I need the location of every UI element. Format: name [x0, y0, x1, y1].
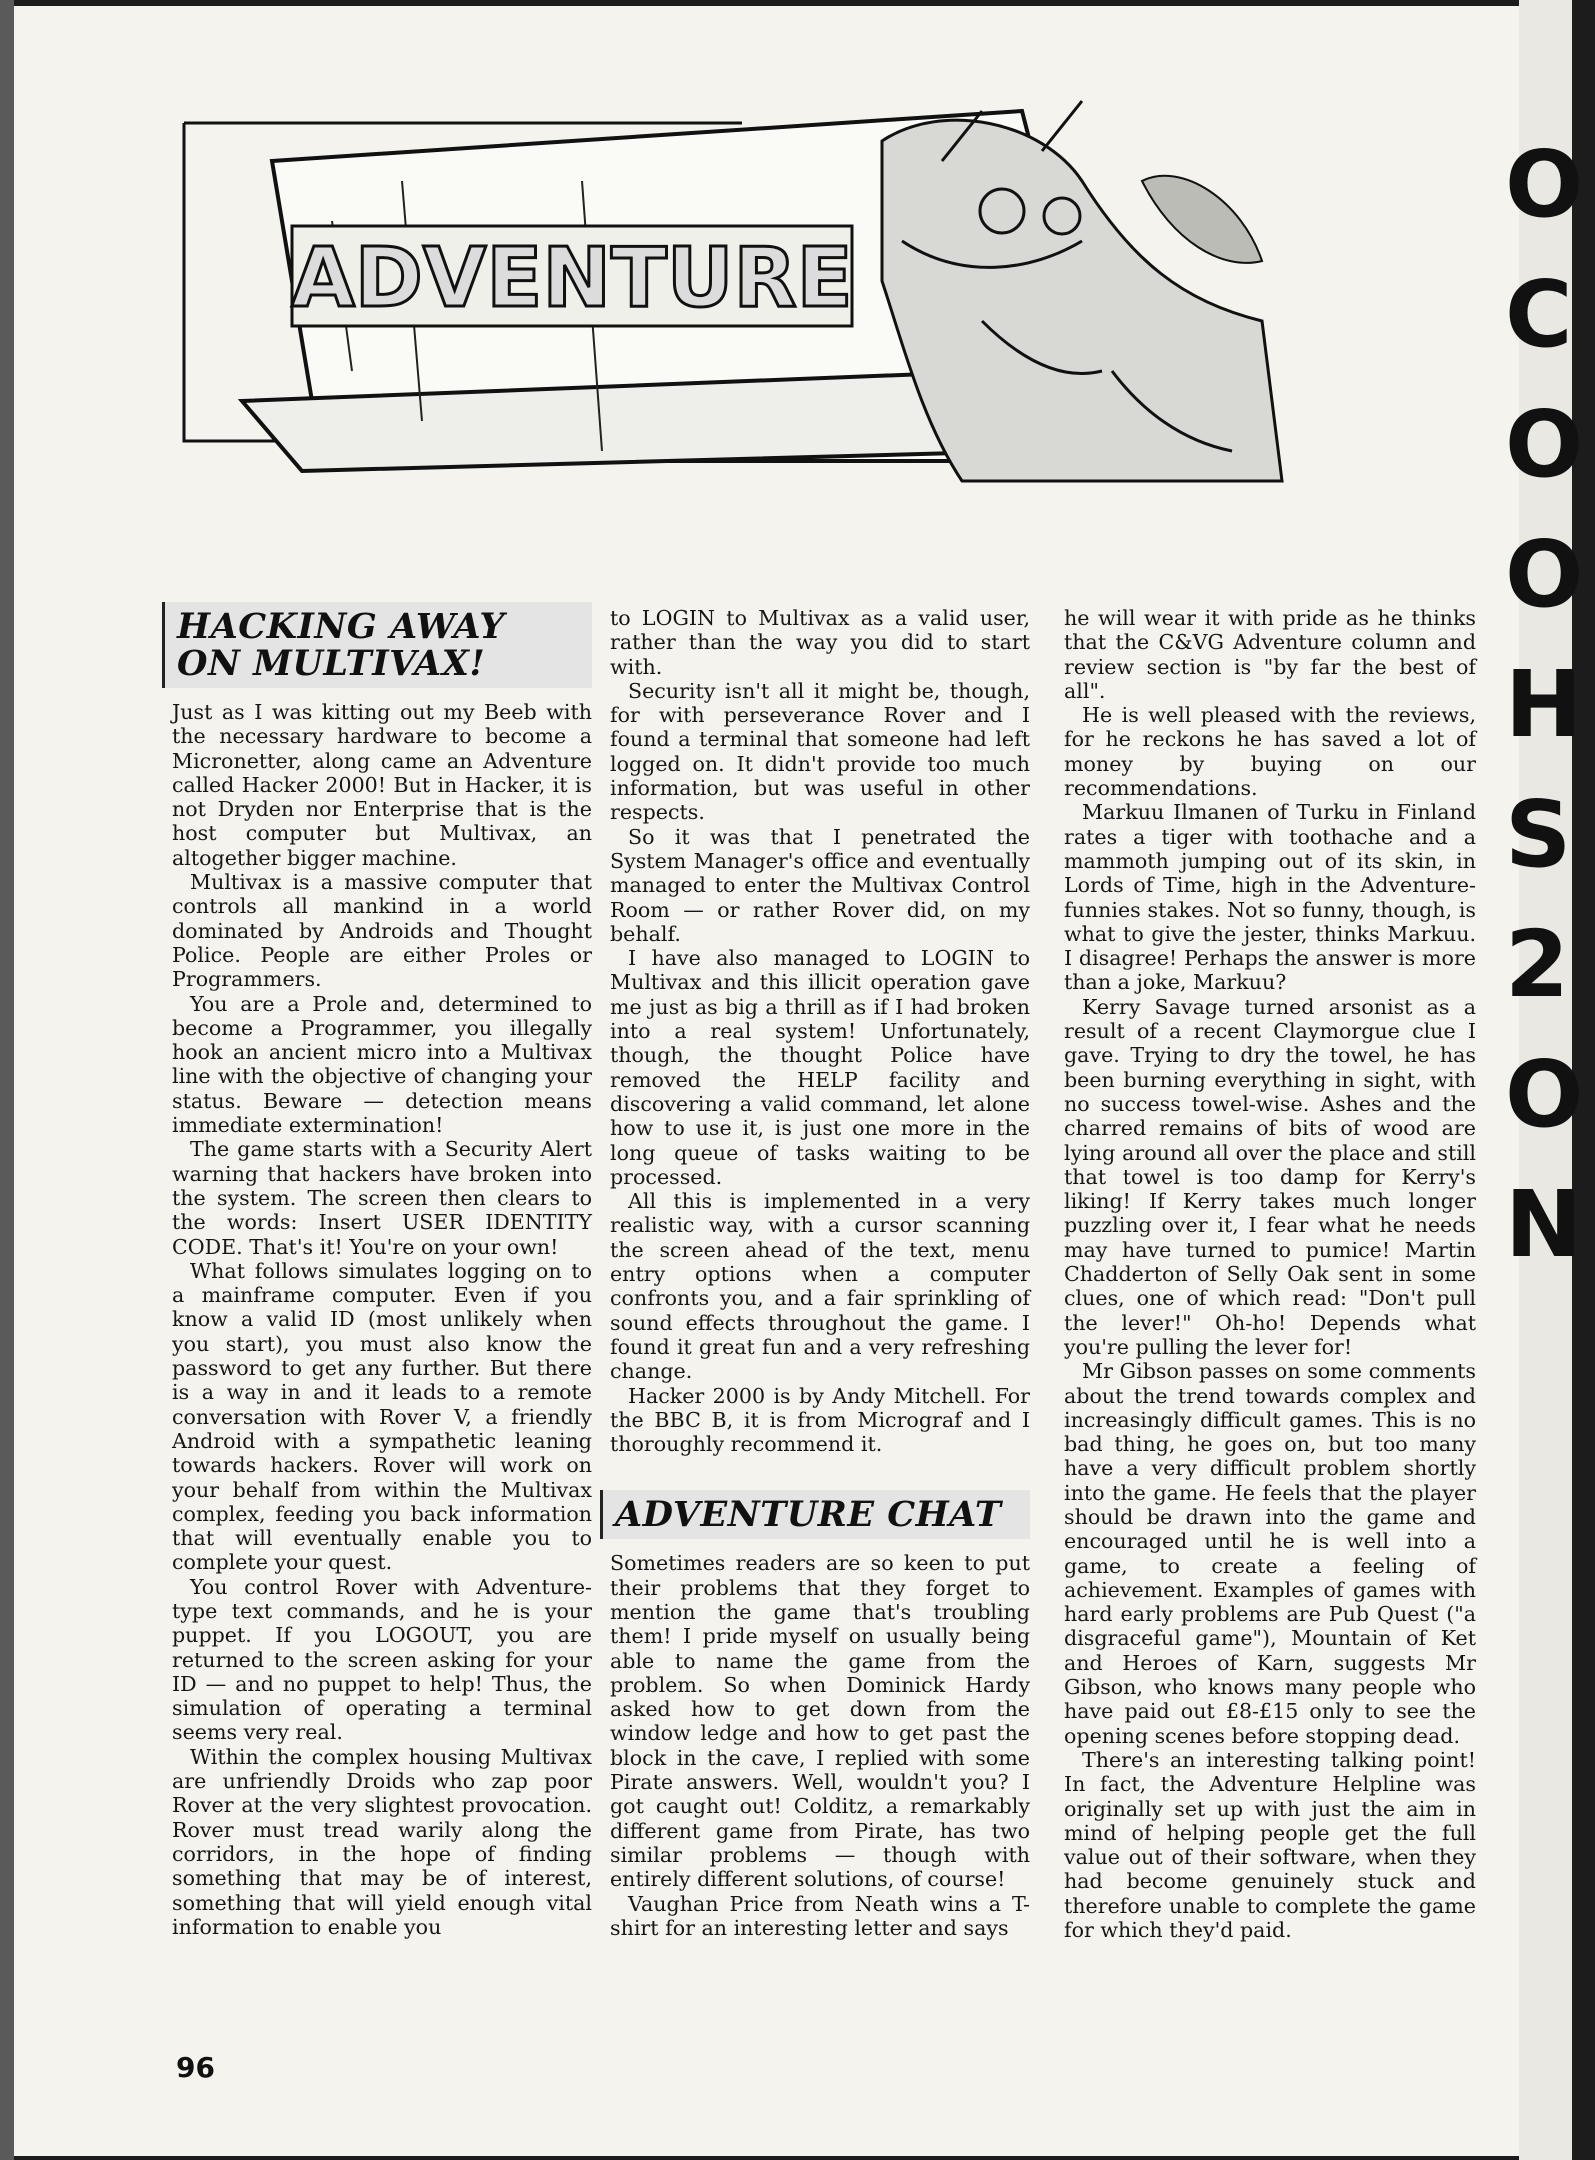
book-spine — [0, 0, 14, 2160]
paragraph: He is well pleased with the reviews, for he reckons he has saved a lot of money by buying on our recommendations. — [1064, 703, 1476, 801]
paragraph: You control Rover with Adventure-type text commands, and he is your puppet. If you LOGOUT, you are returned to the screen asking for your ID — and no puppet to help! Thus, the simulation of operating a terminal seems very real. — [172, 1574, 592, 1745]
facing-page-glyph: O — [1505, 131, 1584, 238]
article-heading-box — [162, 602, 592, 688]
paragraph: Kerry Savage turned arsonist as a result of a recent Claymorgue clue I gave. Trying to dry the towel, he has been burning everything in sight, with no success towel-wise. Ashes and the charred remains of bits of wood are lying around all over the place and still that towel is too damp for Kerry's liking! If Kerry takes much longer puzzling over it, I fear what he needs may have turned to pumice! Martin Chadderton of Selly Oak sent in some clues, one of which read: "Don't pull the lever!" Oh-ho! Depends what you're pulling the lever for! — [1064, 994, 1476, 1359]
facing-page-glyph: O — [1505, 391, 1584, 498]
paragraph: Hacker 2000 is by Andy Mitchell. For the BBC B, it is from Micrograf and I thoroughly recommend it. — [610, 1383, 1030, 1457]
facing-page-glyph: H — [1505, 651, 1582, 758]
facing-page-glyph: 2 — [1505, 911, 1570, 1018]
paragraph: There's an interesting talking point! In fact, the Adventure Helpline was originally set up with just the aim in mind of helping people get the full value out of their software, when they had become genuinely stuck and therefore unable to complete the game for which they'd paid. — [1064, 1747, 1476, 1943]
paragraph: So it was that I penetrated the System Manager's office and eventually managed to enter the Multivax Control Room — or rather Rover did, on my behalf. — [610, 824, 1030, 946]
facing-page-glyph: S — [1505, 781, 1572, 888]
paragraph: Multivax is a massive computer that controls all mankind in a world dominated by Androids and Thought Police. People are either Proles or Programmers. — [172, 870, 592, 992]
paragraph: I have also managed to LOGIN to Multivax and this illicit operation gave me just as big a thrill as if I had broken into a real system! Unfortunately, though, the thought Police have removed the HELP facility and discovering a valid command, let alone how to use it, is just one more in the long queue of tasks waiting to be processed. — [610, 946, 1030, 1189]
paragraph: All this is implemented in a very realistic way, with a cursor scanning the screen ahead of the text, menu entry options when a computer confronts you, and a fair sprinkling of sound effects throughout the game. I found it great fun and a very refreshing change. — [610, 1189, 1030, 1384]
paragraph: Just as I was kitting out my Beeb with the necessary hardware to become a Micronetter, along came an Adventure called Hacker 2000! But in Hacker, it is not Dryden nor Enterprise that is the host computer but Multivax, an altogether bigger machine. — [172, 700, 592, 870]
banner-illustration — [182, 121, 1282, 481]
paragraph: The game starts with a Security Alert warning that hackers have broken into the system. The screen then clears to the words: Insert USER IDENTITY CODE. That's it! You're on your own! — [172, 1137, 592, 1259]
paragraph: Vaughan Price from Neath wins a T-shirt for an interesting letter and says — [610, 1891, 1030, 1940]
page-number: 96 — [176, 2051, 215, 2084]
banner-title: ADVENTURE — [291, 231, 853, 326]
facing-page-glyph: C — [1505, 261, 1573, 368]
article-heading: HACKING AWAY ON MULTIVAX! — [177, 606, 505, 684]
article-heading: ADVENTURE CHAT — [615, 1494, 1002, 1536]
column-2 — [610, 606, 1030, 1940]
paragraph: Security isn't all it might be, though, for with perseverance Rover and I found a terminal that someone had left logged on. It didn't provide too much information, but was useful in other respects. — [610, 678, 1030, 825]
magazine-page — [14, 6, 1519, 2156]
paragraph: to LOGIN to Multivax as a valid user, rather than the way you did to start with. — [610, 606, 1030, 679]
column-1 — [172, 606, 592, 1939]
paragraph: You are a Prole and, determined to become a Programmer, you illegally hook an ancient micro into a Multivax line with the objective of changing your status. Beware — detection means immediate extermination! — [172, 991, 592, 1138]
paragraph: Sometimes readers are so keen to put their problems that they forget to mention the game that's troubling them! I pride myself on usually being able to name the game from the problem. So when Dominick Hardy asked how to get down from the window ledge and how to get past the block in the cave, I replied with some Pirate answers. Well, wouldn't you? I got caught out! Colditz, a remarkably different game from Pirate, has two similar problems — though with entirely different solutions, of course! — [610, 1551, 1030, 1892]
facing-page-glyph: N — [1505, 1171, 1582, 1278]
paragraph: Mr Gibson passes on some comments about the trend towards complex and increasingly difficult games. This is no bad thing, he goes on, but too many have a very difficult problem shortly into the game. He feels that the player should be drawn into the game and encouraged until he is well into a game, to create a feeling of achievement. Examples of games with hard early problems are Pub Quest ("a disgraceful game"), Mountain of Ket and Heroes of Karn, suggests Mr Gibson, who knows many people who have paid out £8-£15 only to see the opening scenes before stopping dead. — [1064, 1359, 1476, 1748]
paragraph: he will wear it with pride as he thinks that the C&VG Adventure column and review section is "by far the best of all". — [1064, 606, 1476, 703]
paragraph: Within the complex housing Multivax are unfriendly Droids who zap poor Rover at the very slightest provocation. Rover must tread warily along the corridors, in the hope of finding something that may be of interest, something that will yield enough vital information to enable you — [172, 1744, 592, 1939]
article-heading-box — [600, 1490, 1030, 1539]
facing-page-glyphs — [1505, 120, 1595, 1290]
column-3 — [1064, 606, 1476, 1942]
adventure-banner — [182, 121, 1282, 481]
paragraph: What follows simulates logging on to a mainframe computer. Even if you know a valid ID (most unlikely when you start), you must also know the password to get any further. But there is a way in and it leads to a remote conversation with Rover V, a friendly Android with a sympathetic leaning towards hackers. Rover will work on your behalf from within the Multivax complex, feeding you back information that will eventually enable you to complete your quest. — [172, 1258, 592, 1575]
facing-page-edge — [1505, 0, 1584, 2160]
facing-page-glyph: O — [1505, 521, 1584, 628]
paragraph: Markuu Ilmanen of Turku in Finland rates a tiger with toothache and a mammoth jumping out of its skin, in Lords of Time, high in the Adventure-funnies stakes. Not so funny, though, is what to give the jester, thinks Markuu. I disagree! Perhaps the answer is more than a joke, Markuu? — [1064, 800, 1476, 995]
facing-page-glyph: O — [1505, 1041, 1584, 1148]
